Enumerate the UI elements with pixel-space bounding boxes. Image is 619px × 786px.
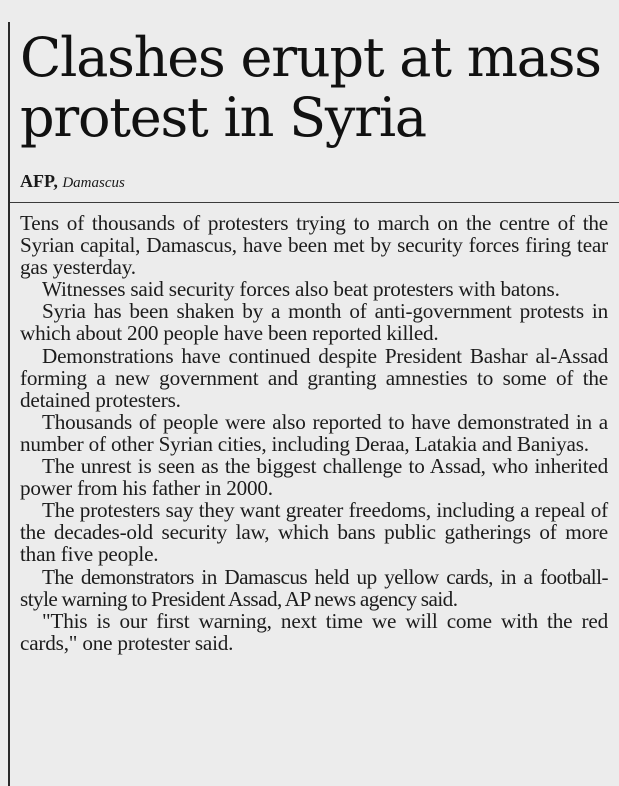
article-paragraph: Thousands of people were also reported to have demonstrated in a number of other Syrian cities, including Deraa, Latakia and Baniyas. [20, 409, 608, 456]
news-agency: AFP [20, 171, 54, 191]
column-rule [8, 22, 10, 786]
dateline: Damascus [62, 175, 125, 191]
article-paragraph: Witnesses said security forces also beat protesters with batons. [42, 277, 560, 302]
article-paragraph: "This is our first warning, next time we will come with the red cards," one protester said. [20, 608, 608, 655]
article-paragraph: The protesters say they want greater freedoms, including a repeal of the decades-old security law, which bans public gatherings of more than five people. [20, 498, 608, 567]
article-byline [20, 170, 125, 194]
article-paragraph: Syria has been shaken by a month of anti-government protests in which about 200 people have been reported killed. [20, 299, 608, 346]
article-paragraph: Demonstrations have continued despite President Bashar al-Assad forming a new government and granting amnesties to some of the detained protesters. [20, 343, 608, 412]
byline-separator: , [53, 171, 58, 191]
article-paragraph: The demonstrators in Damascus held up yellow cards, in a football-style warning to President Assad, AP news agency said. [20, 564, 608, 611]
byline-divider [10, 202, 619, 203]
article-body [20, 212, 608, 654]
article-paragraph: Tens of thousands of protesters trying to march on the centre of the Syrian capital, Damascus, have been met by security forces firing tear gas yesterday. [20, 211, 608, 280]
article-headline: Clashes erupt at mass protest in Syria [20, 26, 601, 149]
article-paragraph: The unrest is seen as the biggest challenge to Assad, who inherited power from his father in 2000. [20, 454, 608, 501]
